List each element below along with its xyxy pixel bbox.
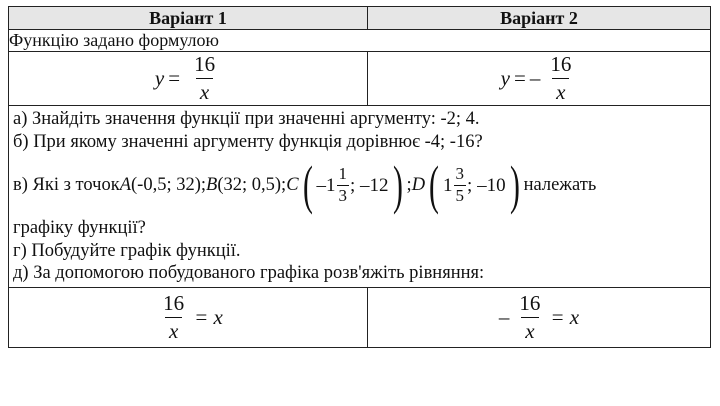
equation-row (9, 287, 711, 347)
tasks-cell (9, 106, 711, 288)
intro-row (9, 30, 711, 52)
point-a-name: A (119, 174, 132, 195)
formula-1-equals: = (168, 66, 181, 90)
formula-1-lhs: y (154, 66, 165, 90)
point-d-frac-num: 3 (455, 163, 465, 183)
formula-2-fraction (546, 52, 575, 105)
point-d-rest: ; –10 (467, 174, 506, 196)
left-paren-icon: ( (302, 154, 313, 215)
point-d-name: D (411, 174, 426, 195)
equation-2-rhs: = x (550, 304, 580, 329)
tasks-row (9, 106, 711, 288)
task-c-line-2: графіку функції? (13, 218, 146, 239)
right-paren-icon: ) (392, 154, 403, 215)
formula-variant-1 (9, 52, 368, 106)
point-c-frac-num: 1 (338, 163, 348, 183)
left-paren-icon: ( (429, 154, 440, 215)
point-d-frac-den: 5 (455, 185, 465, 205)
task-b: б) При якому значенні аргументу функція дорівнює -4; -16? (13, 131, 483, 152)
formula-variant-2 (368, 52, 711, 106)
formula-1-denominator: x (196, 78, 213, 105)
point-c-whole: –1 (316, 174, 336, 196)
equation-2-fraction (515, 291, 544, 344)
point-a-coords: (-0,5; 32); (131, 174, 207, 195)
point-c-frac-den: 3 (338, 185, 348, 205)
point-c-name: C (286, 174, 299, 195)
header-variant-2: Варіант 2 (368, 7, 711, 30)
task-a: а) Знайдіть значення функції при значенні аргументу: -2; 4. (13, 109, 480, 129)
point-b-coords: (32; 0,5); (217, 174, 287, 195)
header-row (9, 7, 711, 30)
point-c-coords (299, 154, 407, 215)
right-paren-icon: ) (509, 154, 520, 215)
point-b-name: B (206, 174, 218, 195)
formula-1-fraction (190, 52, 219, 105)
equation-1-numerator: 16 (163, 290, 185, 315)
intro-text: Функцію задано формулою (9, 30, 711, 52)
point-d-fraction (454, 164, 467, 206)
formula-1-numerator: 16 (194, 52, 216, 76)
equation-1-fraction (159, 291, 188, 344)
point-c-fraction (337, 164, 350, 206)
equation-variant-1 (9, 287, 368, 347)
task-e: д) За допомогою побудованого графіка розв'яжіть рівняння: (13, 263, 485, 284)
equation-1-denominator: x (165, 317, 182, 344)
formula-2-denominator: x (552, 78, 569, 105)
header-variant-1: Варіант 1 (9, 7, 368, 30)
task-c-separator: ; (406, 174, 412, 195)
point-c-rest: ; –12 (350, 174, 389, 196)
task-d: г) Побудуйте графік функції. (13, 240, 241, 261)
formula-row (9, 52, 711, 106)
task-table (8, 6, 711, 348)
task-c-suffix: належать (523, 174, 597, 195)
task-c (13, 153, 706, 217)
formula-2-numerator: 16 (550, 52, 572, 76)
formula-2-lhs: y (500, 66, 510, 90)
equation-1-rhs: = x (194, 304, 223, 329)
equation-2-denominator: x (521, 317, 538, 344)
task-c-prefix: в) Які з точок (13, 174, 120, 195)
formula-2-equals: = (513, 66, 526, 90)
equation-2-sign: – (498, 304, 510, 329)
formula-2-sign: – (529, 66, 541, 90)
equation-variant-2 (368, 287, 711, 347)
point-d-coords (425, 154, 524, 215)
point-d-whole: 1 (443, 174, 453, 196)
equation-2-numerator: 16 (519, 290, 541, 315)
